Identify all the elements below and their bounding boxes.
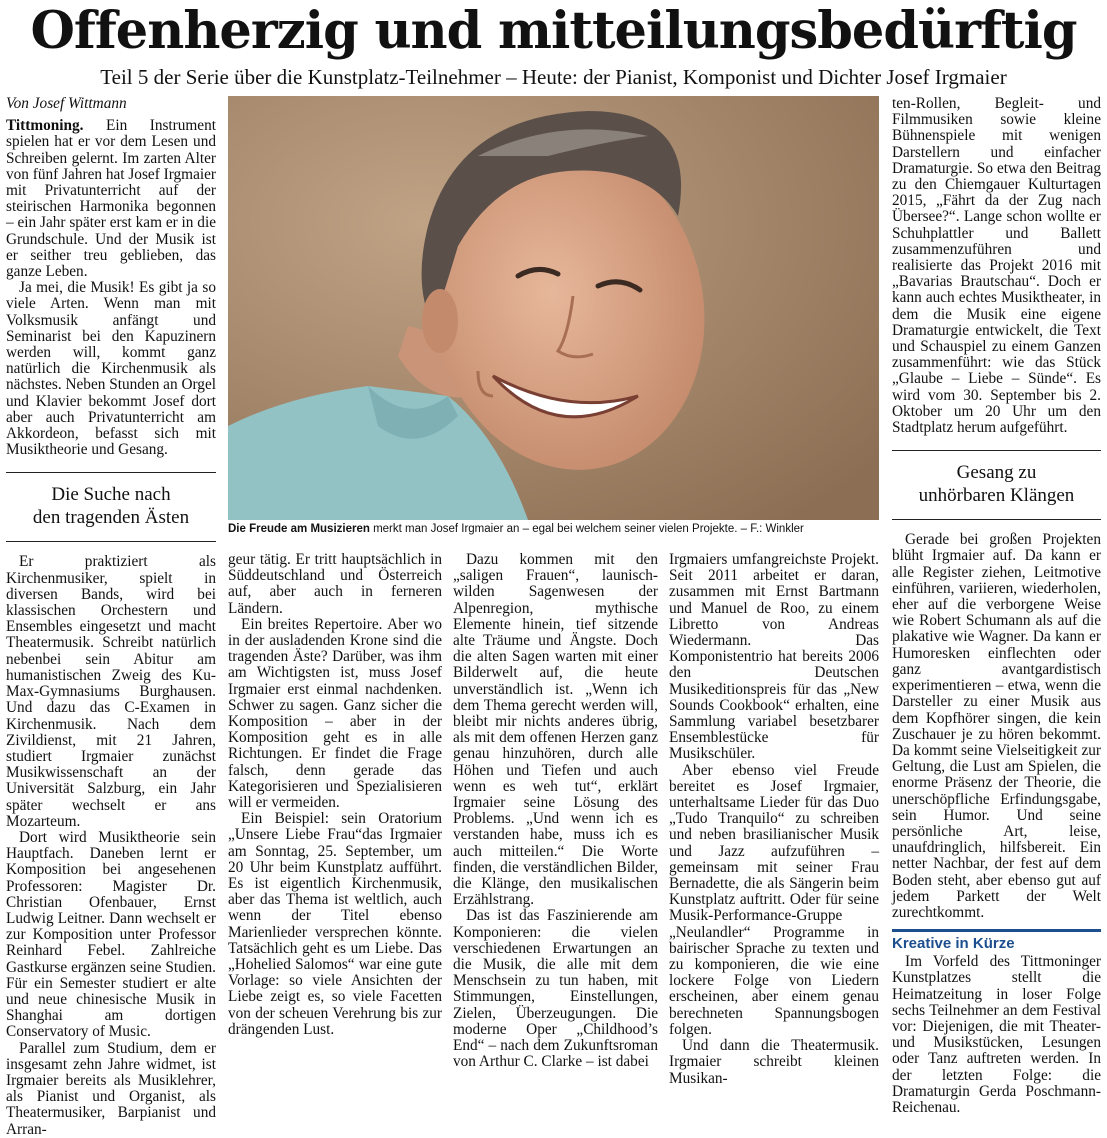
paragraph: Aber ebenso viel Freude bereitet es Josef Irgmaier, unterhaltsame Lieder für das Duo „Tudo Tranquilo“ zu schreiben und neben brasilianischer Musik und Jazz aufzuführen – gemeinsam mit seiner Frau Bernadette, die als Sängerin beim Kunstplatz auftritt. Oder für seine Musik-Performance-Gruppe „Neulandler“ Programme in bairischer Sprache zu texten und zu komponieren, die wie eine lockere Folge von Liedern erscheinen, aber einem genau berechneten Spannungsbogen folgen. bbox=[669, 761, 879, 1038]
column-1 bbox=[6, 95, 216, 1138]
section-subhead-line1: Die Suche nach bbox=[51, 484, 171, 506]
paragraph: Und dann die Theatermusik. Irgmaier schreibt kleinen Musikan- bbox=[669, 1037, 879, 1087]
info-box-text: Im Vorfeld des Tittmoninger Kunstplatzes stellt die Heimatzeitung in loser Folge sechs Teilnehmer an dem Festival vor: Diejenigen, die mit Theater- und Musikstücken, Lesungen oder Tanz auftreten werden. In der letzten Folge: die Dramaturgin Gerda Poschmann-Reichenau. bbox=[892, 953, 1101, 1116]
paragraph: Ja mei, die Musik! Es gibt ja so viele Arten. Wenn man mit Volksmusik anfängt und Seminarist bei den Kapuzinern werden will, kommt ganz natürlich die Kirchenmusik als nächstes. Neben Stunden an Orgel und Klavier bekommt Josef dort aber auch Privatunterricht am Akkordeon, befasst sich mit Musiktheorie und Gesang. bbox=[6, 279, 216, 459]
paragraph: Das ist das Faszinierende am Komponieren: die vielen verschiedenen Erwartungen an die Musik, die alle mit dem Menschsein zu tun haben, mit Stimmungen, Einstellungen, Zielen, Überzeugungen. Die moderne Oper „Childhood’s End“ – nach dem Zukunftsroman von Arthur C. Clarke – ist dabei bbox=[453, 907, 658, 1071]
section-subhead bbox=[6, 472, 216, 542]
paragraph: ten-Rollen, Begleit- und Filmmusiken sowie kleine Bühnenspiele mit wenigen Darstellern und einfacher Dramaturgie. So etwa den Beitrag zu den Chiemgauer Kulturtagen 2015, „Fährt da der Zug nach Übersee?“. Lange schon wollte er Schuhplattler und Ballett zusammenzuführen und realisierte das Projekt 2016 mit „Bavarias Brautschau“. Doch er kann auch echtes Musiktheater, in dem die Musik eine eigene Dramaturgie entwickelt, die Text und Schauspiel zu einem Ganzen zusammenführt: wie das Stück „Glaube – Liebe – Sünde“. Es wird vom 30. September bis 2. Oktober um 20 Uhr um den Stadtplatz herum aufgeführt. bbox=[892, 95, 1101, 437]
section-subhead-line2: den tragenden Ästen bbox=[32, 507, 190, 529]
portrait-photo bbox=[228, 96, 879, 520]
byline: Von Josef Wittmann bbox=[6, 95, 127, 112]
paragraph: Gerade bei großen Projekten blüht Irgmaier auf. Da kann er alle Register ziehen, Leitmotive einführen, variieren, wiederholen, eher auf die verborgene Weise wie Robert Schumann als auf die plakative wie Wagner. Da kann er Humoresken einflechten oder ganz avantgardistisch experimentieren – etwa, wenn die Darsteller zu einer Musik aus dem Kopfhörer singen, die kein Zuschauer je zu hören bekommt. Da kommt seine Vielseitigkeit zur Geltung, die Lust am Spielen, die enorme Präsenz der Theorie, die unerschöpfliche Erfindungsgabe, sein Humor. Und seine persönliche Art, leise, unaufdringlich, hilfsbereit. Ein netter Nachbar, der fest auf dem Boden steht, aber ebenso gut auf jedem Parkett der Welt zurechtkommt. bbox=[892, 531, 1101, 921]
subheadline: Teil 5 der Serie über die Kunstplatz-Teilnehmer – Heute: der Pianist, Komponist und Dichter Josef Irgmaier bbox=[100, 65, 1007, 89]
paragraph: Ein Beispiel: sein Oratorium „Unsere Liebe Frau“das Irgmaier am Sonntag, 25. September, um 20 Uhr beim Kunstplatz aufführt. Es ist eigentlich Kirchenmusik, aber das Thema ist weltlich, auch wenn der Titel ebenso Marienlieder versprechen könnte. Tatsächlich geht es um Liebe. Das „Hohelied Salomos“ war eine gute Vorlage: so viele Ansichten der Liebe zeigt es, so viele Facetten von der scheuen Verehrung bis zur drängenden Lust. bbox=[228, 810, 442, 1038]
dateline: Tittmoning. bbox=[6, 117, 84, 135]
paragraph bbox=[6, 118, 216, 280]
paragraph: Dort wird Musiktheorie sein Hauptfach. Daneben lernt er Komposition bei angesehenen Professoren: Magister Dr. Christian Ofenbauer, Ernst Ludwig Leitner. Dann wechselt er zur Komposition unter Professor Reinhard Febel. Zahlreiche Gastkurse ergänzen seine Studien. Für ein Semester studiert er alte und neue chinesische Musik in Shanghai am dortigen Conservatory of Music. bbox=[6, 828, 216, 1041]
column-3 bbox=[453, 551, 658, 1071]
caption-lead: Die Freude am Musizieren bbox=[228, 523, 370, 535]
headline: Offenherzig und mitteilungsbedürftig bbox=[30, 1, 1077, 61]
photo-caption bbox=[228, 522, 879, 536]
paragraph: Er praktiziert als Kirchenmusiker, spielt in diversen Bands, wird bei klassischen Orchestern und Ensembles eingesetzt und macht Theatermusik. Schreibt natürlich nebenbei sein Abitur am humanistischen Zweig des Ku-Max-Gymnasiums Burghausen. Und dazu das C-Examen in Kirchenmusik. Nach dem Zivildienst, mit 21 Jahren, studiert Irgmaier zunächst Musikwissenschaft an der Universität Salzburg, ein Jahr später wechselt er ans Mozarteum. bbox=[6, 553, 216, 830]
paragraph: Dazu kommen mit den „saligen Frauen“, launisch-wilden Sagenwesen der Alpenregion, mythische Elemente hinein, tief sitzende alte Träume und Ängste. Doch die alten Sagen warten mit einer Bilderwelt auf, die heute unverständlich ist. „Wenn ich dem Thema gerecht werden will, bleibt mir nichts anderes übrig, als mit dem offenen Herzen ganz genau hinzuhören, durch alle Höhen und Tiefen und auch wenn es weh tut“, erklärt Irgmaier seine Lösung des Problems. „Und wenn ich es verstanden habe, muss ich es auch mitteilen.“ Die Worte finden, die verständlichen Bilder, die Klänge, den musikalischen Erzählstrang. bbox=[453, 551, 658, 909]
caption-text: merkt man Josef Irgmaier an – egal bei welchem seiner vielen Projekte. – F.: Winkler bbox=[369, 523, 804, 535]
section-subhead bbox=[892, 450, 1101, 520]
column-4 bbox=[669, 551, 879, 1087]
paragraph-text: Ein Instrument spielen hat er vor dem Lesen und Schreiben gelernt. Im zarten Alter von fünf Jahren hat Josef Irgmaier mit Privatunterricht auf der steirischen Harmonika begonnen – ein Jahr später erst kam er in die Grundschule. Und der Musik ist er seither treu geblieben, das ganze Leben. bbox=[6, 117, 216, 281]
section-subhead-line1: Gesang zu bbox=[956, 462, 1037, 484]
paragraph: geur tätig. Er tritt hauptsächlich in Süddeutschland und Österreich auf, aber auch in ferneren Ländern. bbox=[228, 551, 442, 617]
section-subhead-line2: unhörbaren Klängen bbox=[918, 485, 1075, 507]
paragraph: Parallel zum Studium, dem er insgesamt zehn Jahre widmet, ist Irgmaier bereits als Musiklehrer, als Pianist und Organist, als Theatermusiker, Barpianist und Arran- bbox=[6, 1039, 216, 1138]
paragraph: Ein breites Repertoire. Aber wo in der ausladenden Krone sind die tragenden Äste? Darüber, was ihm am Wichtigsten ist, muss Josef Irgmaier erst einmal nachdenken. Schwer zu sagen. Ganz sicher die Komposition – aber in der Komposition geht es in alle Richtungen. Er findet die Frage falsch, denn gerade das Kategorisieren und Spezialisieren will er vermeiden. bbox=[228, 615, 442, 812]
portrait-illustration bbox=[228, 96, 879, 520]
paragraph: Irgmaiers umfangreichste Projekt. Seit 2011 arbeitet er daran, zusammen mit Ernst Bartmann und Manuel de Roo, zu einem Libretto von Andreas Wiedermann. Das Komponistentrio hat bereits 2006 den Deutschen Musikeditionspreis für das „New Sounds Cookbook“ erhalten, eine Sammlung variabel besetzbarer Ensemblestücke für Musikschüler. bbox=[669, 551, 879, 763]
column-5 bbox=[892, 95, 1101, 1116]
info-box-title: Kreative in Kürze bbox=[892, 929, 1101, 954]
column-2 bbox=[228, 551, 442, 1038]
